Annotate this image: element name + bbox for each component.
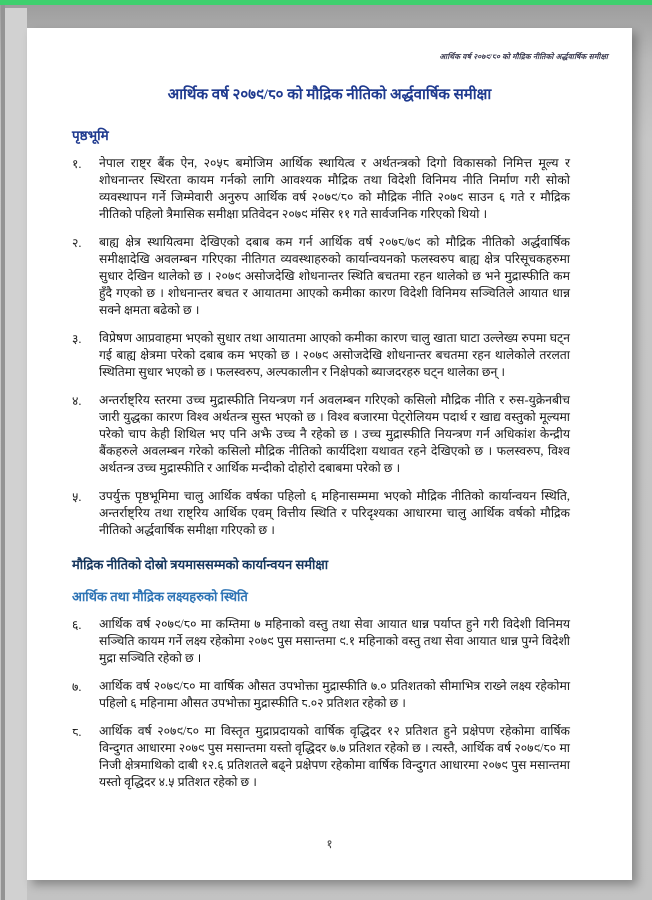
- paragraph-text: नेपाल राष्ट्र बैंक ऐन, २०५८ बमोजिम आर्थिक स्थायित्व र अर्थतन्त्रको दिगो विकासको निमित्त मूल्य र शोधनान्तर स्थिरता कायम गर्नको लागि आवश्यक मौद्रिक तथा विदेशी विनिमय नीति निर्माण गरी सोको व्यवस्थापन गर्ने जिम्मेवारी अनुरुप आर्थिक वर्ष २०७९/८० को मौद्रिक नीति २०७९ साउन ६ गते र मौद्रिक नीतिको पहिलो त्रैमासिक समीक्षा प्रतिवेदन २०७९ मंसिर ११ गते सार्वजनिक गरिएको थियो ।: [99, 156, 570, 221]
- running-header: आर्थिक वर्ष २०७९/८० को मौद्रिक नीतिको अर्द्धवार्षिक समीक्षा: [439, 52, 608, 61]
- numbered-paragraph-8: [72, 723, 570, 791]
- section-heading-background: पृष्ठभूमि: [72, 128, 109, 143]
- section-heading-review: मौद्रिक नीतिको दोस्रो त्रयमाससम्मको कार्यान्वयन समीक्षा: [72, 557, 329, 572]
- paragraph-text: आर्थिक वर्ष २०७९/८० मा विस्तृत मुद्राप्रदायको वार्षिक वृद्धिदर १२ प्रतिशत हुने प्रक्षेपण रहेकोमा वार्षिक विन्दुगत आधारमा २०७९ पुस मसान्तमा यस्तो वृद्धिदर ७.७ प्रतिशत रहेको छ । त्यस्तै, आर्थिक वर्ष २०७९/८० मा निजी क्षेत्रमाथिको दाबी १२.६ प्रतिशतले बढ्ने प्रक्षेपण रहेकोमा वार्षिक विन्दुगत आधारमा २०७९ पुस मसान्तमा यस्तो वृद्धिदर ४.५ प्रतिशत रहेको छ ।: [99, 724, 570, 789]
- paragraph-number: ६.: [72, 618, 82, 632]
- paragraph-text: उपर्युक्त पृष्ठभूमिमा चालु आर्थिक वर्षका पहिलो ६ महिनासम्ममा भएको मौद्रिक नीतिको कार्यान्वयन स्थिति, अन्तर्राष्ट्रिय तथा राष्ट्रिय आर्थिक एवम् वित्तीय स्थिति र परिदृश्यका आधारमा चालु आर्थिक वर्षको मौद्रिक नीतिको अर्द्धवार्षिक समीक्षा गरिएको छ ।: [99, 489, 570, 537]
- paragraph-number: ७.: [72, 680, 82, 694]
- numbered-paragraph-5: [72, 488, 570, 539]
- numbered-paragraph-1: [72, 155, 570, 223]
- page-number: १: [326, 837, 333, 851]
- paragraph-text: अन्तर्राष्ट्रिय स्तरमा उच्च मुद्रास्फीति नियन्त्रण गर्न अवलम्बन गरिएको कसिलो मौद्रिक नीति र रुस-युक्रेनबीच जारी युद्धका कारण विश्व अर्थतन्त्र सुस्त भएको छ । विश्व बजारमा पेट्रोलियम पदार्थ र खाद्य वस्तुको मूल्यमा परेको चाप केही शिथिल भए पनि अझै उच्च नै रहेको छ । उच्च मुद्रास्फीति नियन्त्रण गर्न अधिकांश केन्द्रीय बैंकहरुले अवलम्बन गरेको कसिलो मौद्रिक नीतिको कार्यदिशा यथावत रहने देखिएको छ । फलस्वरुप, विश्व अर्थतन्त्र उच्च मुद्रास्फीति र आर्थिक मन्दीको दोहोरो दबाबमा परेको छ ।: [99, 393, 570, 475]
- subsection-heading-targets: आर्थिक तथा मौद्रिक लक्ष्यहरुको स्थिति: [72, 589, 248, 604]
- paragraph-number: २.: [72, 236, 82, 250]
- numbered-paragraph-4: [72, 392, 570, 477]
- paragraph-number: ८.: [72, 725, 82, 739]
- numbered-paragraph-6: [72, 616, 570, 667]
- paragraph-text: विप्रेषण आप्रवाहमा भएको सुधार तथा आयातमा आएको कमीका कारण चालु खाता घाटा उल्लेख्य रुपमा घट्न गई बाह्य क्षेत्रमा परेको दबाब कम भएको छ । २०७९ असोजदेखि शोधनान्तर बचतमा रहन थालेकोले तरलता स्थितिमा सुधार भएको छ । फलस्वरुप, अल्पकालीन र निक्षेपको ब्याजदरहरु घट्न थालेका छन् ।: [99, 331, 570, 379]
- paragraph-text: बाह्य क्षेत्र स्थायित्वमा देखिएको दबाब कम गर्न आर्थिक वर्ष २०७८/७९ को मौद्रिक नीतिको अर्द्धवार्षिक समीक्षादेखि अवलम्बन गरिएका नीतिगत व्यवस्थाहरुको कार्यान्वयनको फलस्वरुप बाह्य क्षेत्र परिसूचकहरुमा सुधार देखिन थालेको छ । २०७९ असोजदेखि शोधनान्तर स्थिति बचतमा रहन थालेको छ भने मुद्रास्फीति कम हुँदै गएको छ । शोधनान्तर बचत र आयातमा आएको कमीका कारण विदेशी विनिमय सञ्चितिले आयात धान्न सक्ने क्षमता बढेको छ ।: [99, 235, 570, 317]
- paragraph-number: ३.: [72, 332, 82, 346]
- numbered-paragraph-2: [72, 234, 570, 319]
- viewer-top-edge: [0, 0, 652, 5]
- document-title: आर्थिक वर्ष २०७९/८० को मौद्रिक नीतिको अर्द्धवार्षिक समीक्षा: [167, 87, 492, 103]
- viewer-left-margin: [5, 8, 27, 900]
- paragraph-number: १.: [72, 157, 82, 171]
- paragraph-text: आर्थिक वर्ष २०७९/८० मा वार्षिक औसत उपभोक्ता मुद्रास्फीति ७.० प्रतिशतको सीमाभित्र राख्ने लक्ष्य रहेकोमा पहिलो ६ महिनामा औसत उपभोक्ता मुद्रास्फीति ८.०२ प्रतिशत रहेको छ ।: [99, 679, 570, 710]
- paragraph-text: आर्थिक वर्ष २०७९/८० मा कम्तिमा ७ महिनाको वस्तु तथा सेवा आयात धान्न पर्याप्त हुने गरी विदेशी विनिमय सञ्चिति कायम गर्ने लक्ष्य रहेकोमा २०७९ पुस मसान्तमा ९.१ महिनाको वस्तु तथा सेवा आयात धान्न पुग्ने विदेशी मुद्रा सञ्चिति रहेको छ ।: [99, 617, 570, 665]
- document-page: [27, 28, 632, 880]
- paragraph-number: ४.: [72, 394, 82, 408]
- numbered-paragraph-3: [72, 330, 570, 381]
- paragraph-number: ५.: [72, 490, 82, 504]
- numbered-paragraph-7: [72, 678, 570, 712]
- viewer-left-edge-line: [1, 5, 5, 900]
